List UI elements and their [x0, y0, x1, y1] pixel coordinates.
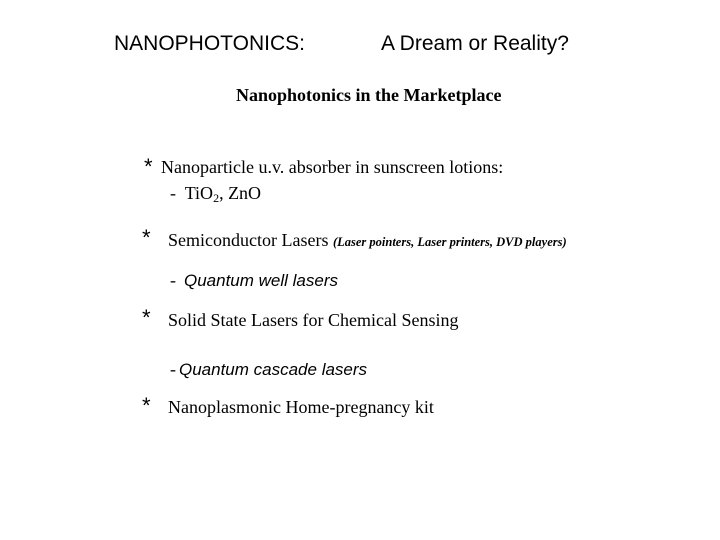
- slide-subtitle: Nanophotonics in the Marketplace: [236, 85, 502, 105]
- bullet-text-3: Solid State Lasers for Chemical Sensing: [168, 310, 459, 330]
- sub-dash-2: -: [170, 270, 176, 290]
- bullet-sub-1: [170, 183, 261, 204]
- bullet-text-1: Nanoparticle u.v. absorber in sunscreen lotions:: [161, 157, 504, 177]
- bullet-marker-4: *: [142, 393, 151, 418]
- bullet-sub-2: [170, 270, 338, 291]
- bullet-text-2: [168, 230, 567, 251]
- bullet-text-4: Nanoplasmonic Home-pregnancy kit: [168, 397, 434, 417]
- formula-tio: TiO: [184, 183, 214, 203]
- bullet-marker-3: *: [142, 305, 151, 330]
- bullet-text-2-note: (Laser pointers, Laser printers, DVD players): [332, 235, 567, 249]
- formula-subscript: 2: [213, 191, 220, 205]
- slide-title-left: NANOPHOTONICS:: [114, 32, 305, 55]
- sub-text-3: Quantum cascade lasers: [179, 360, 368, 379]
- sub-dash-1: -: [170, 183, 176, 203]
- formula-zno: , ZnO: [219, 183, 262, 203]
- sub-dash-3: -: [170, 359, 176, 379]
- bullet-marker-2: *: [142, 225, 151, 250]
- bullet-text-2-main: Semiconductor Lasers: [168, 230, 329, 250]
- slide-title-right: A Dream or Reality?: [381, 32, 569, 55]
- bullet-marker-1: *: [144, 154, 153, 179]
- bullet-sub-3: [170, 359, 367, 380]
- sub-text-2: Quantum well lasers: [184, 271, 339, 290]
